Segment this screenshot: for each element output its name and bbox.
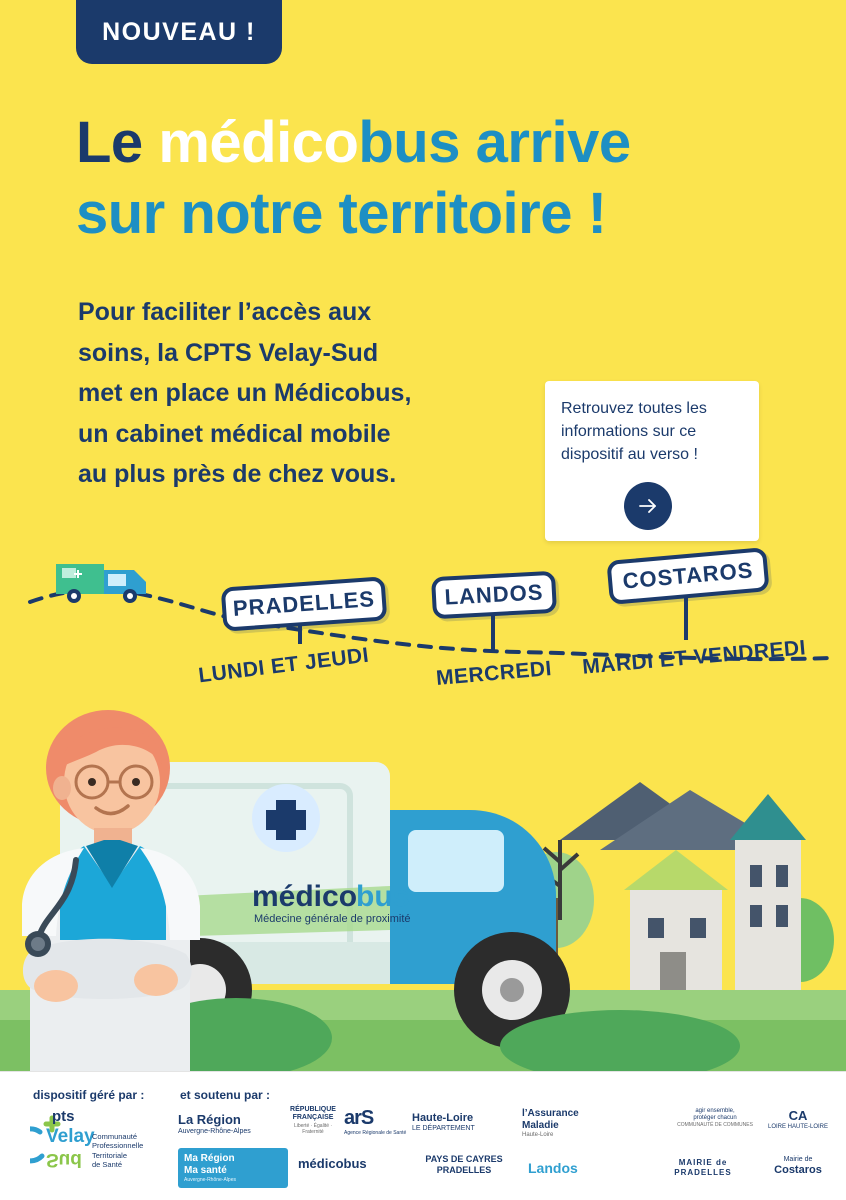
logo-credit-agricole (762, 1108, 834, 1131)
logo-republique-francaise (286, 1106, 340, 1135)
logo-mp-line1: MAIRIE de (678, 1158, 728, 1167)
logo-ars-line2: Agence Régionale de Santé (344, 1130, 407, 1136)
footer (0, 1072, 846, 1200)
logo-mrms-line1: Ma Région (184, 1153, 235, 1164)
arrow-right-icon[interactable] (624, 482, 672, 530)
logo-ma-region-ma-sante (178, 1148, 288, 1188)
days-landos: MERCREDI (435, 656, 553, 691)
logo-la-region (178, 1112, 274, 1136)
intro-paragraph (78, 292, 508, 495)
logo-haute-loire-line1: Haute-Loire (412, 1112, 474, 1124)
mini-bus-icon (48, 550, 168, 620)
logo-cc-line2: protéger chacun (693, 1115, 737, 1122)
city-sign-costaros: COSTAROS (606, 547, 769, 605)
footer-label-managed-by: dispositif géré par : (33, 1088, 145, 1102)
city-sign-landos: LANDOS (431, 571, 557, 619)
logo-pcp-line2: PRADELLES (436, 1164, 492, 1175)
city-sign-pradelles: PRADELLES (221, 576, 388, 631)
logo-pays-cayres-pradelles (420, 1154, 508, 1176)
intro-line-1: Pour faciliter l’accès aux (78, 298, 372, 326)
logo-landos (528, 1160, 598, 1177)
logo-communaute-de-communes (672, 1108, 758, 1128)
logo-rf-line2: FRANÇAISE (292, 1114, 334, 1122)
logo-haute-loire-line2: LE DÉPARTEMENT (412, 1125, 475, 1133)
logo-ars-line1: arS (344, 1107, 374, 1129)
logo-mc-line2: Costaros (774, 1164, 822, 1177)
title-part1: Le (76, 110, 159, 175)
info-card-text (561, 397, 746, 467)
cpts-name-line2: Velay (46, 1126, 95, 1147)
logo-mc-line1: Mairie de (783, 1156, 813, 1163)
days-pradelles: LUNDI ET JEUDI (197, 643, 371, 688)
cpts-name-line3: Sud (46, 1149, 82, 1170)
intro-line-3: met en place un Médicobus, (78, 379, 412, 407)
days-costaros: MARDI ET VENDREDI (581, 636, 807, 679)
footer-label-supported-by: et soutenu par : (180, 1088, 271, 1102)
logo-haute-loire (412, 1112, 504, 1134)
cpts-subtitle-line2: Professionnelle (92, 1141, 144, 1151)
illustration-scene (0, 690, 846, 1072)
logo-mairie-costaros (760, 1156, 836, 1178)
cpts-name-line1: pts (52, 1108, 75, 1125)
title-bus: bus (358, 110, 460, 175)
intro-line-4: un cabinet médical mobile (78, 419, 391, 448)
illustration-svg (0, 690, 846, 1072)
info-card-line-1: Retrouvez toutes les (561, 400, 707, 417)
info-card-line-2: informations sur ce (561, 423, 697, 441)
title-line2: sur notre territoire ! (76, 180, 607, 246)
logo-assurance-maladie (522, 1108, 626, 1139)
logo-rf-line1: RÉPUBLIQUE (290, 1106, 336, 1113)
logo-mrms-line2: Ma santé (184, 1165, 227, 1176)
info-card-line-3: dispositif au verso ! (561, 446, 698, 464)
info-card (545, 381, 759, 541)
cpts-subtitle-line4: de Santé (92, 1160, 123, 1170)
logo-landos-line1: Landos (528, 1160, 578, 1176)
title-arrive: arrive (460, 110, 631, 175)
intro-line-5: au plus près de chez vous. (78, 460, 397, 488)
logo-cpts-velay-sud (30, 1108, 170, 1188)
logo-am-line3: Haute-Loire (522, 1132, 554, 1138)
logo-france-medicobus (298, 1156, 410, 1172)
logo-ca-line2: LOIRE HAUTE-LOIRE (767, 1123, 828, 1130)
logo-mp-line2: PRADELLES (674, 1167, 732, 1177)
badge-nouveau: NOUVEAU ! (76, 0, 282, 64)
logo-cc-line1: agir ensemble, (695, 1108, 735, 1114)
svg-text:médico: médico (252, 880, 358, 913)
svg-text:bus: bus (356, 880, 410, 913)
cpts-subtitle-line1: Communauté (92, 1132, 138, 1141)
logo-rf-line3: Liberté · Égalité · Fraternité (293, 1122, 333, 1135)
logo-pcp-line1: PAYS DE CAYRES (425, 1154, 503, 1164)
logo-am-line2: Maladie (522, 1120, 559, 1131)
logo-la-region-line2: Auvergne-Rhône-Alpes (178, 1127, 251, 1135)
logo-mrms-line3: Auvergne-Rhône-Alpes (184, 1177, 236, 1183)
cpts-subtitle-line3: Territoriale (92, 1150, 128, 1160)
logo-la-region-line1: La Région (178, 1112, 241, 1127)
intro-line-2: soins, la CPTS Velay-Sud (78, 338, 379, 367)
logo-am-line1: l’Assurance (522, 1108, 579, 1119)
logo-ars (344, 1106, 416, 1136)
logo-ca-line1: CA (788, 1108, 808, 1123)
svg-text:Médecine générale de proximité: Médecine générale de proximité (254, 913, 411, 925)
logo-fmb-line1: médicobus (298, 1156, 367, 1171)
logo-mairie-pradelles (660, 1158, 746, 1177)
route-map (0, 540, 846, 710)
page-title (76, 108, 796, 250)
title-medico: médico (158, 110, 359, 175)
cpts-subtitle (92, 1132, 143, 1170)
logo-cc-line3: COMMUNAUTÉ DE COMMUNES (677, 1122, 753, 1129)
